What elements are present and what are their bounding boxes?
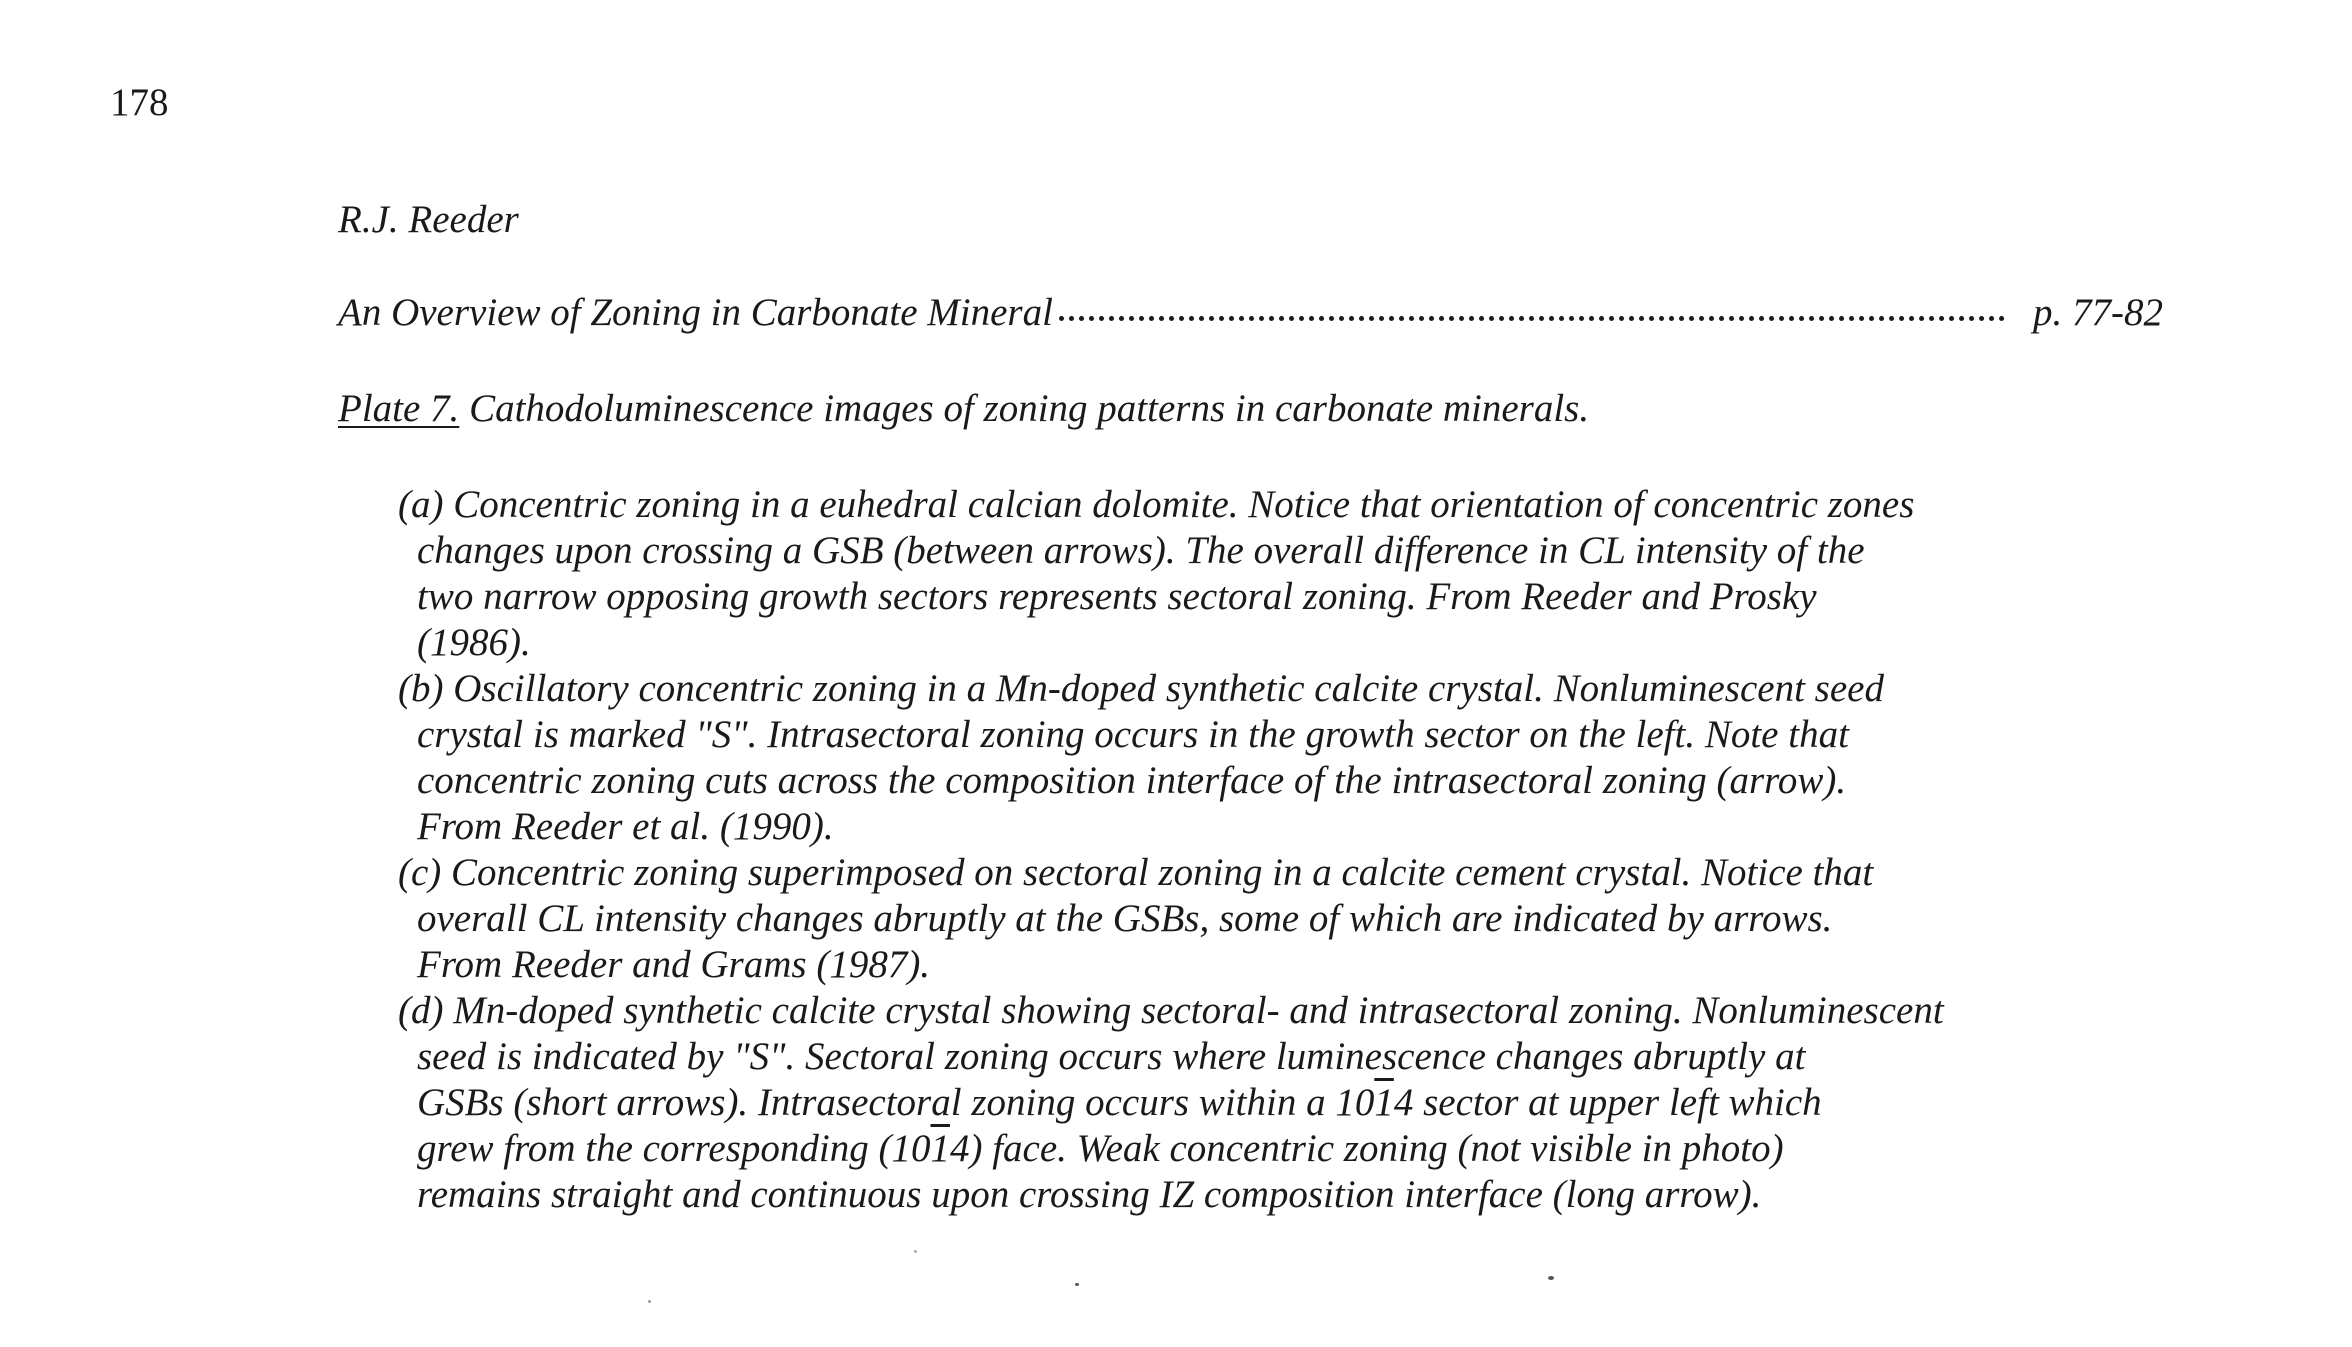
item-line: seed is indicated by "S". Sectoral zoning occurs where luminescence changes abruptly at [417, 1035, 1806, 1078]
page-range: p. 77-82 [2033, 291, 2163, 334]
plate-label: Plate 7. [338, 387, 460, 430]
plate-item-list [338, 482, 2058, 1218]
scan-speck [1548, 1276, 1554, 1280]
item-label: (b) [398, 667, 444, 710]
page-number: 178 [110, 81, 169, 124]
list-item-c [338, 850, 2058, 988]
scan-speck [914, 1250, 917, 1253]
item-line: (a) Concentric zoning in a euhedral calcian dolomite. Notice that orientation of concentric zones [398, 483, 1915, 526]
item-line: (1986). [417, 621, 531, 664]
item-line: crystal is marked "S". Intrasectoral zoning occurs in the growth sector on the left. Note that [417, 713, 1849, 756]
item-line: remains straight and continuous upon crossing IZ composition interface (long arrow). [417, 1173, 1762, 1216]
article-title: An Overview of Zoning in Carbonate Mineral [338, 291, 1053, 334]
miller-index-bar: 1 [930, 1127, 950, 1170]
list-item-b [338, 666, 2058, 850]
toc-entry [338, 290, 2163, 340]
item-line: concentric zoning cuts across the composition interface of the intrasectoral zoning (arrow). [417, 759, 1847, 802]
item-line: From Reeder and Grams (1987). [417, 943, 931, 986]
item-line: overall CL intensity changes abruptly at the GSBs, some of which are indicated by arrows. [417, 897, 1833, 940]
list-item-d [338, 988, 2058, 1218]
scan-speck [1075, 1283, 1079, 1286]
item-line: grew from the corresponding (1014) face. Weak concentric zoning (not visible in photo) [417, 1127, 1784, 1170]
plate-caption [338, 386, 1589, 431]
item-label: (c) [398, 851, 442, 894]
item-label: (a) [398, 483, 444, 526]
item-line: (b) Oscillatory concentric zoning in a Mn-doped synthetic calcite crystal. Nonluminescent seed [398, 667, 1884, 710]
plate-caption-text: Cathodoluminescence images of zoning patterns in carbonate minerals. [459, 387, 1590, 430]
item-line: From Reeder et al. (1990). [417, 805, 834, 848]
item-line: two narrow opposing growth sectors represents sectoral zoning. From Reeder and Prosky [417, 575, 1817, 618]
item-line: (d) Mn-doped synthetic calcite crystal showing sectoral- and intrasectoral zoning. Nonluminescent [398, 989, 1944, 1032]
list-item-a [338, 482, 2058, 666]
miller-index-bar: 1 [1374, 1081, 1394, 1124]
item-line: changes upon crossing a GSB (between arrows). The overall difference in CL intensity of the [417, 529, 1865, 572]
scan-speck [648, 1300, 651, 1303]
item-label: (d) [398, 989, 444, 1032]
item-line: GSBs (short arrows). Intrasectoral zoning occurs within a 1014 sector at upper left which [417, 1081, 1822, 1124]
author-name: R.J. Reeder [338, 198, 519, 241]
item-line: (c) Concentric zoning superimposed on sectoral zoning in a calcite cement crystal. Notice that [398, 851, 1874, 894]
dot-leader [1059, 316, 2005, 321]
